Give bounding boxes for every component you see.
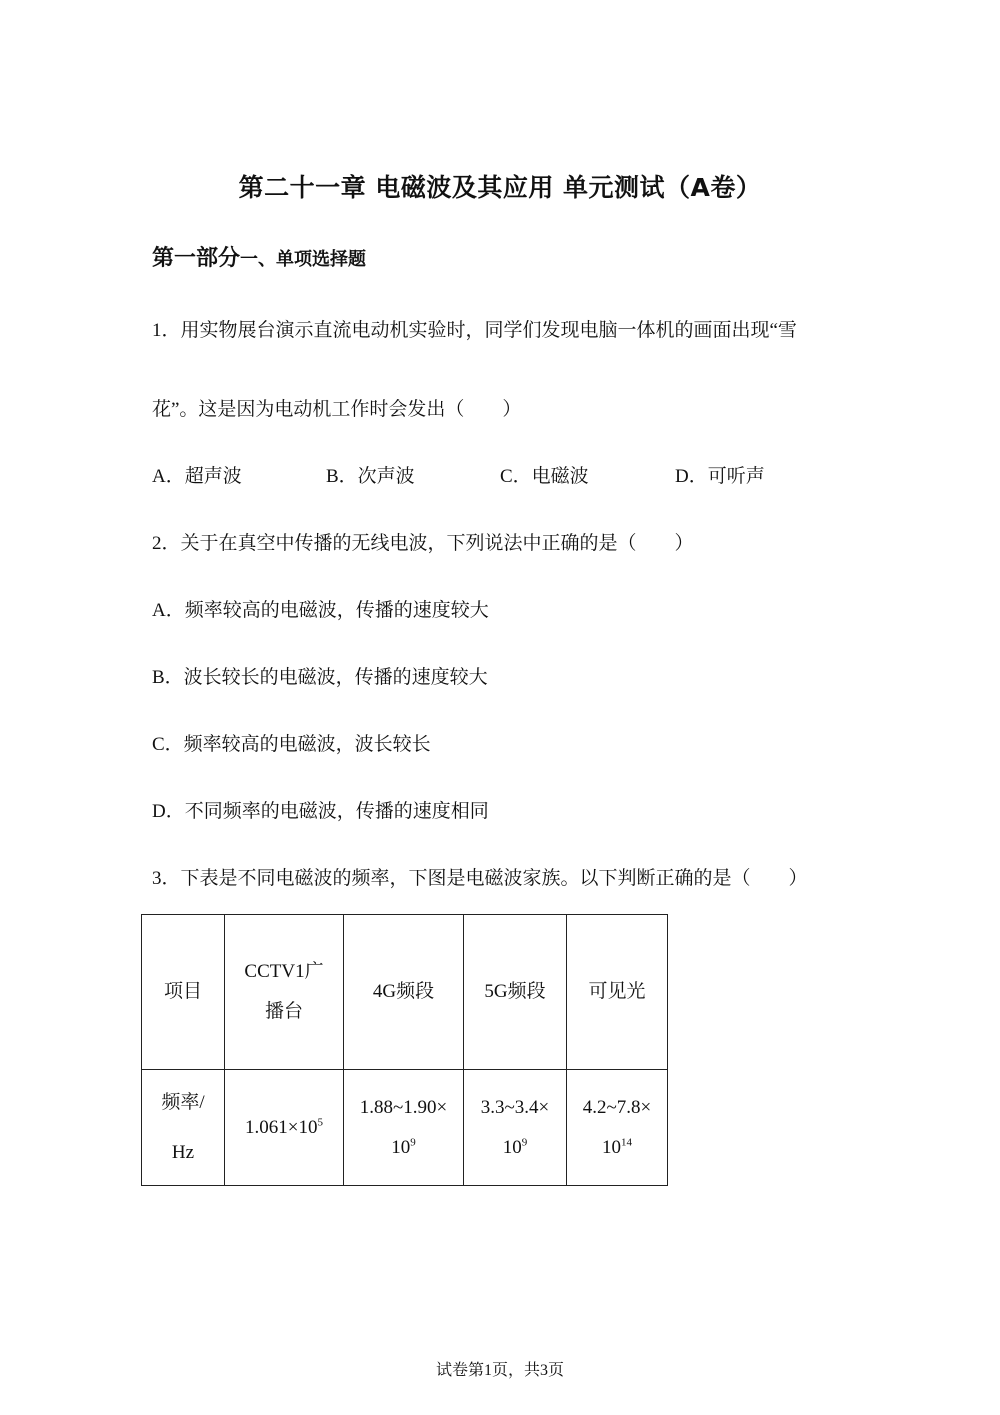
q2-stem: 2．关于在真空中传播的无线电波，下列说法中正确的是（ ） (152, 533, 694, 554)
q1-option-b[interactable]: B．次声波 (326, 466, 415, 487)
header-cctv1 (225, 915, 344, 1070)
section-heading (152, 241, 366, 272)
page-footer: 试卷第1页，共3页 (435, 1362, 564, 1379)
q1-stem-line1: 1．用实物展台演示直流电动机实验时，同学们发现电脑一体机的画面出现“雪 (152, 320, 797, 341)
5g-frequency-line1: 3.3~3.4× (480, 1096, 550, 1118)
4g-frequency-exp: 9 (410, 1136, 416, 1149)
cctv1-frequency-exp: 5 (317, 1116, 323, 1129)
4g-frequency-base: 10 (391, 1136, 411, 1158)
q1-option-c[interactable]: C．电磁波 (500, 466, 589, 487)
cell-visible-frequency (567, 1070, 668, 1186)
q1-option-d[interactable]: D．可听声 (675, 466, 765, 487)
cell-5g-frequency (464, 1070, 567, 1186)
cctv1-frequency-base: 1.061×10 (245, 1116, 318, 1138)
q2-option-b[interactable]: B．波长较长的电磁波，传播的速度较大 (152, 667, 488, 688)
section-type: 一、单项选择题 (240, 249, 367, 270)
5g-frequency-exp: 9 (521, 1136, 528, 1149)
frequency-table (141, 914, 668, 1186)
5g-frequency-base: 10 (502, 1136, 522, 1158)
row-label (142, 1070, 225, 1186)
visible-frequency-line2 (575, 1128, 659, 1168)
header-item: 项目 (142, 915, 225, 1070)
5g-frequency-line2 (472, 1128, 558, 1168)
q1-option-a[interactable]: A．超声波 (152, 466, 242, 487)
row-label-line1: 频率/ (161, 1091, 205, 1113)
q1-stem-line2: 花”。这是因为电动机工作时会发出（ ） (152, 399, 522, 420)
4g-frequency-line2 (352, 1128, 455, 1168)
q3-stem: 3．下表是不同电磁波的频率，下图是电磁波家族。以下判断正确的是（ ） (152, 868, 808, 889)
visible-frequency-base: 10 (602, 1136, 621, 1158)
cell-4g-frequency (344, 1070, 464, 1186)
header-5g: 5G频段 (464, 915, 567, 1070)
visible-frequency-exp: 14 (621, 1136, 632, 1149)
row-label-line2: Hz (171, 1141, 195, 1163)
page-title: 第二十一章 电磁波及其应用 单元测试（A卷） (238, 173, 762, 202)
header-visible-light: 可见光 (567, 915, 668, 1070)
header-cctv1-line2: 播台 (264, 1001, 303, 1022)
4g-frequency-line1: 1.88~1.90× (359, 1096, 448, 1118)
visible-frequency-line1: 4.2~7.8× (582, 1096, 652, 1118)
q2-option-c[interactable]: C．频率较高的电磁波，波长较长 (152, 734, 431, 755)
section-part: 第一部分 (152, 246, 241, 271)
header-4g: 4G频段 (344, 915, 464, 1070)
header-cctv1-line1: CCTV1广 (244, 961, 324, 982)
q2-option-d[interactable]: D．不同频率的电磁波，传播的速度相同 (152, 801, 489, 822)
q2-option-a[interactable]: A．频率较高的电磁波，传播的速度较大 (152, 600, 489, 621)
table-header-row (142, 915, 668, 1070)
cell-cctv1-frequency (225, 1070, 344, 1186)
table-row (142, 1070, 668, 1186)
